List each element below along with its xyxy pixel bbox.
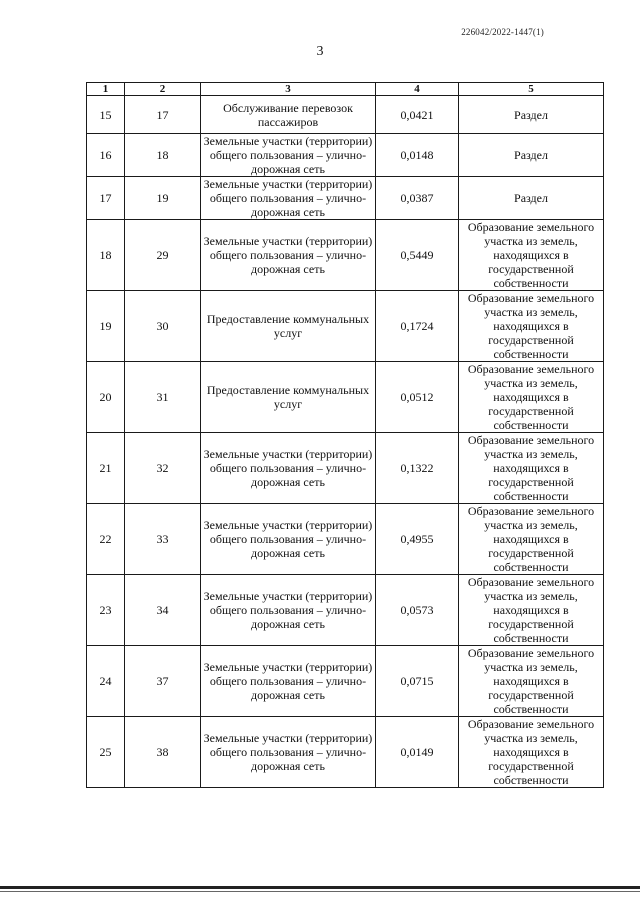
area-cell: 0,1322 [376, 433, 459, 504]
plot-number-cell: 18 [125, 134, 201, 177]
table-row [87, 646, 604, 717]
land-use-cell: Предоставление коммунальных услуг [201, 291, 376, 362]
method-cell: Образование земельного участка из земель, находящихся в государственной собственности [459, 575, 604, 646]
area-cell: 0,0149 [376, 717, 459, 788]
plot-number-cell: 38 [125, 717, 201, 788]
land-use-cell: Земельные участки (территории) общего пользования – улично-дорожная сеть [201, 177, 376, 220]
method-cell: Образование земельного участка из земель, находящихся в государственной собственности [459, 646, 604, 717]
area-cell: 0,0148 [376, 134, 459, 177]
table-row [87, 433, 604, 504]
land-use-cell: Обслуживание перевозок пассажиров [201, 96, 376, 134]
table-row [87, 134, 604, 177]
land-use-cell: Земельные участки (территории) общего пользования – улично-дорожная сеть [201, 220, 376, 291]
plot-number-cell: 31 [125, 362, 201, 433]
area-cell: 0,4955 [376, 504, 459, 575]
row-number-cell: 18 [87, 220, 125, 291]
table-row [87, 717, 604, 788]
area-cell: 0,1724 [376, 291, 459, 362]
land-use-cell: Предоставление коммунальных услуг [201, 362, 376, 433]
method-cell: Образование земельного участка из земель, находящихся в государственной собственности [459, 504, 604, 575]
area-cell: 0,0421 [376, 96, 459, 134]
row-number-cell: 25 [87, 717, 125, 788]
land-use-cell: Земельные участки (территории) общего пользования – улично-дорожная сеть [201, 433, 376, 504]
page-number: 3 [316, 44, 324, 59]
method-cell: Образование земельного участка из земель, находящихся в государственной собственности [459, 717, 604, 788]
row-number-cell: 21 [87, 433, 125, 504]
plot-number-cell: 29 [125, 220, 201, 291]
row-number-cell: 19 [87, 291, 125, 362]
footer-rule [0, 886, 640, 889]
table-header-row [87, 83, 604, 96]
row-number-cell: 16 [87, 134, 125, 177]
method-cell: Раздел [459, 177, 604, 220]
row-number-cell: 24 [87, 646, 125, 717]
plot-number-cell: 17 [125, 96, 201, 134]
plot-number-cell: 32 [125, 433, 201, 504]
table-row [87, 291, 604, 362]
plot-number-cell: 37 [125, 646, 201, 717]
area-cell: 0,0573 [376, 575, 459, 646]
table-row [87, 177, 604, 220]
column-header: 4 [376, 83, 459, 96]
area-cell: 0,0512 [376, 362, 459, 433]
area-cell: 0,5449 [376, 220, 459, 291]
column-header: 2 [125, 83, 201, 96]
land-use-cell: Земельные участки (территории) общего пользования – улично-дорожная сеть [201, 134, 376, 177]
land-use-cell: Земельные участки (территории) общего пользования – улично-дорожная сеть [201, 504, 376, 575]
row-number-cell: 23 [87, 575, 125, 646]
column-header: 1 [87, 83, 125, 96]
table-row [87, 575, 604, 646]
plot-number-cell: 33 [125, 504, 201, 575]
plot-number-cell: 30 [125, 291, 201, 362]
table-row [87, 504, 604, 575]
method-cell: Раздел [459, 96, 604, 134]
land-plots-table [86, 82, 604, 788]
column-header: 3 [201, 83, 376, 96]
row-number-cell: 22 [87, 504, 125, 575]
method-cell: Образование земельного участка из земель, находящихся в государственной собственности [459, 362, 604, 433]
land-use-cell: Земельные участки (территории) общего пользования – улично-дорожная сеть [201, 575, 376, 646]
area-cell: 0,0387 [376, 177, 459, 220]
footer-rule-thin [0, 891, 640, 892]
row-number-cell: 15 [87, 96, 125, 134]
plot-number-cell: 19 [125, 177, 201, 220]
table-row [87, 96, 604, 134]
document-id: 226042/2022-1447(1) [461, 27, 544, 37]
method-cell: Раздел [459, 134, 604, 177]
land-use-cell: Земельные участки (территории) общего пользования – улично-дорожная сеть [201, 717, 376, 788]
area-cell: 0,0715 [376, 646, 459, 717]
land-use-cell: Земельные участки (территории) общего пользования – улично-дорожная сеть [201, 646, 376, 717]
table-row [87, 220, 604, 291]
row-number-cell: 20 [87, 362, 125, 433]
method-cell: Образование земельного участка из земель, находящихся в государственной собственности [459, 433, 604, 504]
method-cell: Образование земельного участка из земель, находящихся в государственной собственности [459, 220, 604, 291]
plot-number-cell: 34 [125, 575, 201, 646]
column-header: 5 [459, 83, 604, 96]
row-number-cell: 17 [87, 177, 125, 220]
table-row [87, 362, 604, 433]
method-cell: Образование земельного участка из земель, находящихся в государственной собственности [459, 291, 604, 362]
